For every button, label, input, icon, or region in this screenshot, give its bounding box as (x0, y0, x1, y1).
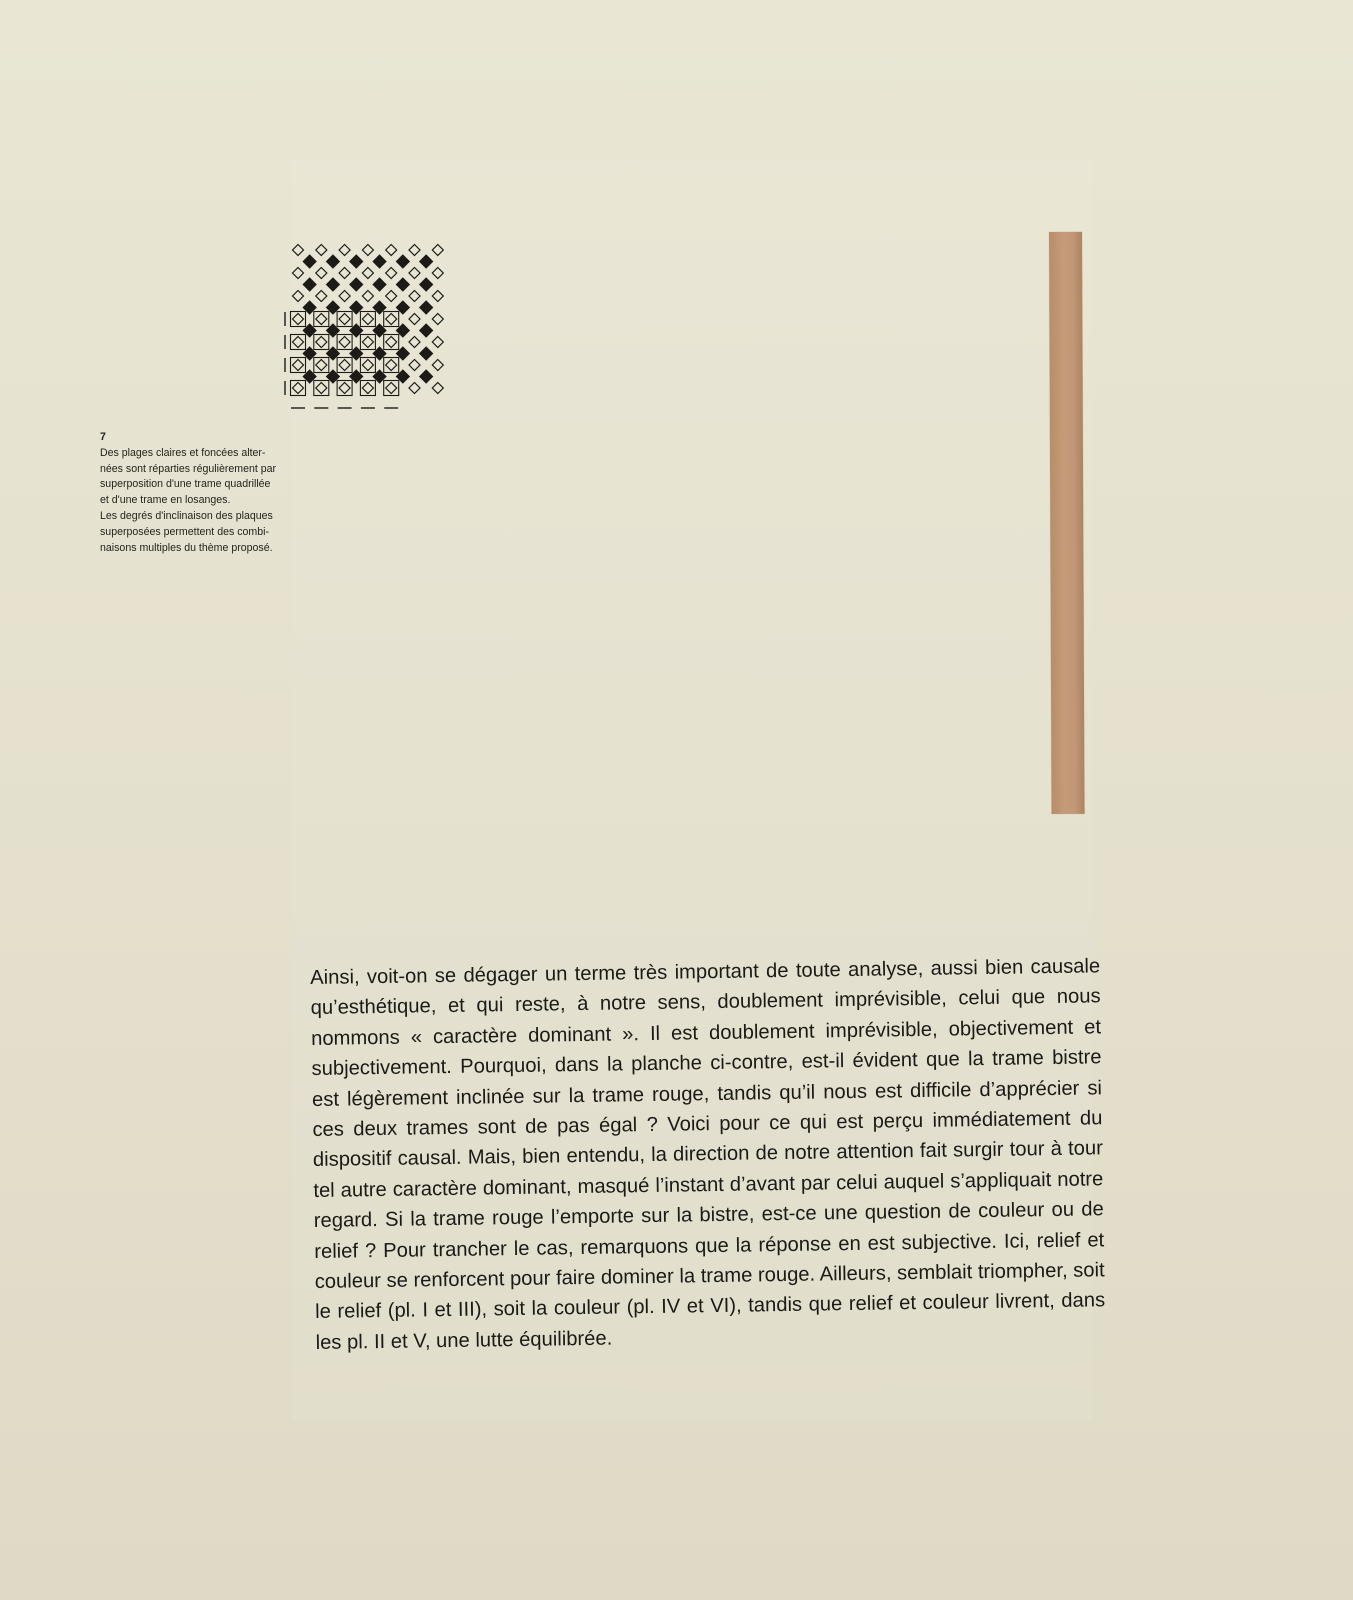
figure-7-pattern (284, 242, 464, 417)
filled-diamond (420, 278, 433, 291)
open-diamond (409, 337, 420, 348)
open-diamond (409, 383, 420, 394)
figure-number: 7 (100, 431, 106, 443)
caption-line: nées sont réparties régulièrement par (100, 462, 277, 475)
open-diamond (293, 314, 304, 325)
open-diamond (362, 245, 373, 256)
open-diamond (386, 383, 397, 394)
filled-diamond (420, 370, 433, 383)
open-diamond (432, 291, 443, 302)
filled-diamond (350, 278, 363, 291)
open-diamond (293, 337, 304, 348)
diamond-grid-pattern (284, 242, 464, 417)
open-diamond (386, 337, 397, 348)
open-diamond (293, 360, 304, 371)
open-diamond (432, 314, 443, 325)
open-diamond (432, 360, 443, 371)
open-diamond (293, 268, 304, 279)
filled-diamond (420, 324, 433, 337)
open-diamond (362, 291, 373, 302)
open-diamond (339, 360, 350, 371)
open-diamond (316, 268, 327, 279)
open-diamond (339, 245, 350, 256)
open-diamond (386, 314, 397, 325)
open-diamond (432, 268, 443, 279)
open-diamond (409, 245, 420, 256)
caption-line: superposées permettent des combi- (100, 525, 269, 538)
filled-diamond (303, 278, 316, 291)
open-diamond (316, 337, 327, 348)
open-diamond (386, 268, 397, 279)
open-diamond (432, 383, 443, 394)
open-diamond (409, 291, 420, 302)
open-diamond (362, 360, 373, 371)
caption-line: naisons multiples du thème proposé. (100, 541, 273, 554)
bistre-color-strip (1049, 232, 1085, 814)
filled-diamond (326, 255, 339, 268)
open-diamond (316, 360, 327, 371)
filled-diamond (373, 255, 386, 268)
caption-line: Des plages claires et foncées alter- (100, 446, 266, 459)
open-diamond (409, 360, 420, 371)
filled-diamond (396, 278, 409, 291)
open-diamond (316, 291, 327, 302)
body-text (310, 951, 1106, 1358)
open-diamond (362, 268, 373, 279)
open-diamond (362, 383, 373, 394)
open-diamond (362, 337, 373, 348)
filled-diamond (420, 347, 433, 360)
open-diamond (339, 291, 350, 302)
open-diamond (339, 383, 350, 394)
open-diamond (339, 337, 350, 348)
open-diamond (293, 291, 304, 302)
open-diamond (432, 337, 443, 348)
filled-diamond (420, 255, 433, 268)
open-diamond (339, 314, 350, 325)
filled-diamond (373, 278, 386, 291)
filled-diamond (420, 301, 433, 314)
open-diamond (316, 245, 327, 256)
open-diamond (316, 314, 327, 325)
open-diamond (293, 383, 304, 394)
filled-diamond (396, 255, 409, 268)
body-paragraph: Ainsi, voit-on se dégager un terme très important de toute analyse, aussi bien causale qu’esthétique, et qui reste, à notre sens, doublement imprévisible, celui que nous nommons « caractère dominant ». Il est doublement imprévisible, objectivement et subjectivement. Pourquoi, dans la planche ci-contre, est-il évident que la trame bistre est légèrement inclinée sur la trame rouge, tandis qu’il nous est difficile d’apprécier si ces deux trames sont de pas égal ? Voici pour ce qui est perçu immédiatement du dispositif causal. Mais, bien entendu, la direction de notre attention fait surgir tour à tour tel autre caractère dominant, masqué l’instant d’avant par celui auquel s’appliquait notre regard. Si la trame rouge l’emporte sur la bistre, est-ce une question de couleur ou de relief ? Pour trancher le cas, remarquons que la réponse en est subjective. Ici, relief et couleur se renforcent pour faire dominer la trame rouge. Ailleurs, semblait triompher, soit le relief (pl. I et III), soit la couleur (pl. IV et VI), tandis que relief et couleur livrent, dans les pl. II et V, une lutte équilibrée. (310, 955, 1106, 1354)
open-diamond (432, 245, 443, 256)
open-diamond (386, 360, 397, 371)
figure-caption (100, 430, 306, 556)
open-diamond (409, 314, 420, 325)
filled-diamond (303, 255, 316, 268)
open-diamond (386, 245, 397, 256)
open-diamond (362, 314, 373, 325)
caption-line: et d'une trame en losanges. (100, 494, 231, 507)
caption-line: Les degrés d'inclinaison des plaques (100, 509, 273, 522)
caption-line: superposition d'une trame quadrillée (100, 478, 271, 491)
filled-diamond (326, 278, 339, 291)
open-diamond (316, 383, 327, 394)
filled-diamond (350, 255, 363, 268)
open-diamond (386, 291, 397, 302)
open-diamond (339, 268, 350, 279)
open-diamond (293, 245, 304, 256)
open-diamond (409, 268, 420, 279)
